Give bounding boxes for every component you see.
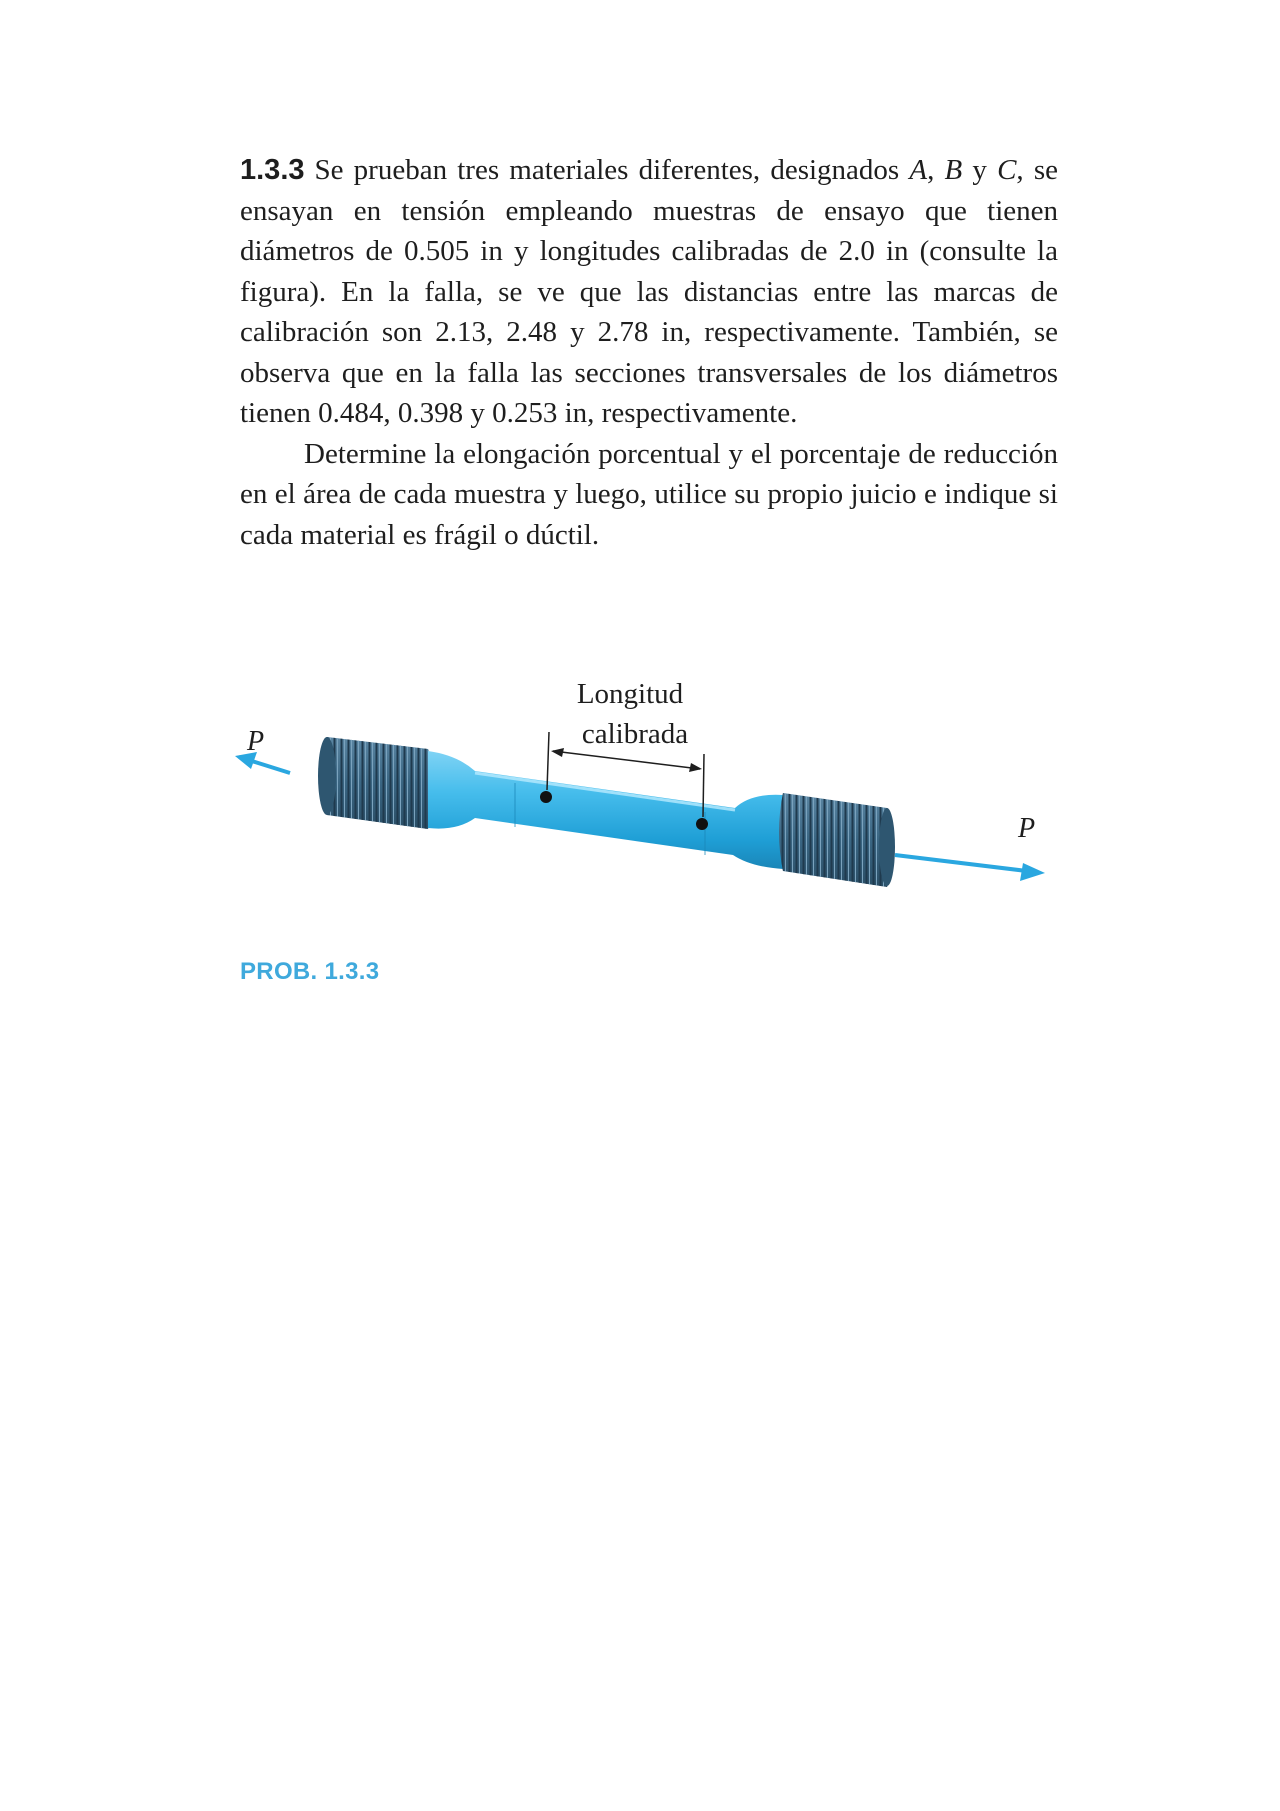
- load-label-left: P: [247, 726, 265, 757]
- reduced-section: [428, 751, 783, 869]
- problem-paragraph-1: [240, 150, 1058, 434]
- figure-caption: PROB. 1.3.3: [240, 958, 380, 985]
- text-segment: ,: [927, 154, 945, 186]
- material-b: B: [944, 154, 963, 186]
- material-a: A: [909, 154, 928, 186]
- gage-length-label-line2: calibrada: [581, 718, 689, 750]
- load-label-right: P: [1018, 813, 1036, 844]
- specimen-figure: [235, 665, 1055, 925]
- gage-mark-right: [696, 818, 708, 830]
- load-arrow-right: [895, 855, 1045, 881]
- problem-paragraph-2: Determine la elongación porcentual y el porcentaje de reducción en el área de cada muestra y luego, utilice su propio juicio e indique si cada material es frágil o dúctil.: [240, 437, 1058, 551]
- problem-number: 1.3.3: [240, 154, 305, 186]
- text-segment: y: [962, 154, 998, 186]
- problem-statement: [240, 150, 1058, 555]
- text-segment: Se prueban tres materiales diferentes, designados: [314, 154, 910, 186]
- material-c: C: [997, 154, 1017, 186]
- left-threaded-grip: [318, 737, 436, 829]
- text-segment: , se ensayan en tensión empleando muestras de ensayo que tienen diámetros de 0.505 in y longitudes calibradas de 2.0 in (consulte la figura). En la falla, se ve que las distancias entre las marcas de calibración son 2.13, 2.48 y 2.78 in, respectivamente. También, se observa que en la falla las secciones transversales de los diámetros tienen 0.484, 0.398 y 0.253 in, respectivamente.: [240, 154, 1058, 429]
- gage-length-label-line1: Longitud: [576, 678, 684, 710]
- right-threaded-grip: [779, 793, 895, 887]
- gage-mark-left: [540, 791, 552, 803]
- specimen-drawing: [235, 665, 1055, 925]
